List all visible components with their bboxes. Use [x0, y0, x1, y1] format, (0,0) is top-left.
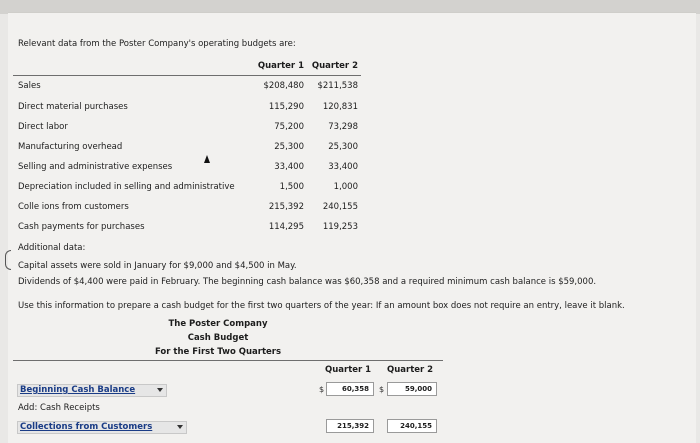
- dollar-sign: $: [379, 385, 385, 394]
- row-q1: 25,300: [274, 142, 304, 152]
- row-q2: 33,400: [328, 162, 358, 172]
- row-q2: $211,538: [317, 81, 358, 91]
- row-q2: 1,000: [333, 182, 358, 192]
- budget-title-period: For the First Two Quarters: [154, 347, 282, 357]
- chevron-down-icon: [157, 388, 163, 392]
- row-label: Manufacturing overhead: [18, 142, 123, 152]
- data-col-header-q2: Quarter 2: [311, 61, 358, 71]
- row-q2: 119,253: [322, 222, 358, 232]
- row-q2: 25,300: [328, 142, 358, 152]
- cash-receipts-label: Add: Cash Receipts: [18, 403, 100, 413]
- collections-q1-input[interactable]: 215,392: [326, 419, 374, 433]
- additional-line-1: Capital assets were sold in January for $9,000 and $4,500 in May.: [18, 261, 297, 271]
- data-col-header-q1: Quarter 1: [257, 61, 304, 71]
- row-q2: 120,831: [322, 102, 358, 112]
- row-q1: 33,400: [274, 162, 304, 172]
- row-q1: 115,290: [268, 102, 304, 112]
- instruction-text: Use this information to prepare a cash budget for the first two quarters of the year: If an amount box does not require an entry, leave it blank.: [18, 301, 625, 311]
- row-label: Cash payments for purchases: [18, 222, 145, 232]
- collections-select[interactable]: [17, 421, 187, 434]
- row-q1: $208,480: [263, 81, 304, 91]
- row-label: Sales: [18, 81, 41, 91]
- dollar-sign: $: [319, 385, 325, 394]
- row-q1: 75,200: [274, 122, 304, 132]
- collections-q2-input[interactable]: 240,155: [387, 419, 437, 433]
- additional-line-2: Dividends of $4,400 were paid in February. The beginning cash balance was $60,358 and a required minimum cash balance is $59,000.: [18, 277, 597, 287]
- row-q2: 73,298: [328, 122, 358, 132]
- budget-header-rule: [13, 360, 443, 361]
- beginning-cash-balance-select[interactable]: [17, 384, 167, 397]
- mouse-cursor-icon: [204, 155, 210, 163]
- intro-text: Relevant data from the Poster Company's operating budgets are:: [18, 39, 296, 49]
- budget-col-header-q2: Quarter 2: [387, 365, 434, 375]
- problem-page: [8, 12, 696, 443]
- beginning-cash-q1-input[interactable]: 60,358: [326, 382, 374, 396]
- data-table-rule: [13, 75, 361, 76]
- row-q1: 114,295: [268, 222, 304, 232]
- select-value: Beginning Cash Balance: [20, 385, 136, 395]
- row-q1: 215,392: [268, 202, 304, 212]
- budget-col-header-q1: Quarter 1: [325, 365, 372, 375]
- row-label: Selling and administrative expenses: [18, 162, 173, 172]
- row-label: Colle ions from customers: [18, 202, 129, 212]
- additional-heading: Additional data:: [18, 243, 86, 253]
- row-label: Direct labor: [18, 122, 68, 132]
- bracket-icon: [5, 250, 11, 270]
- row-label: Depreciation included in selling and administrative: [18, 182, 235, 192]
- row-q2: 240,155: [322, 202, 358, 212]
- row-q1: 1,500: [279, 182, 304, 192]
- budget-title-company: The Poster Company: [168, 319, 268, 329]
- beginning-cash-q2-input[interactable]: 59,000: [387, 382, 437, 396]
- budget-title-name: Cash Budget: [187, 333, 249, 343]
- chevron-down-icon: [177, 425, 183, 429]
- select-value: Collections from Customers: [20, 422, 153, 432]
- row-label: Direct material purchases: [18, 102, 128, 112]
